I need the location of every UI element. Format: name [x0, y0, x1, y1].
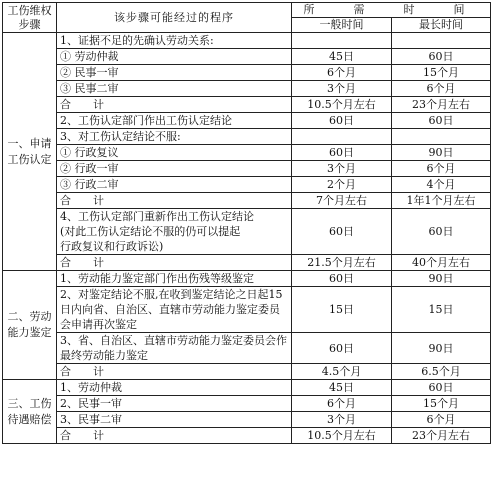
s2-row2-gen: 60日: [292, 333, 392, 364]
s1b3-max2: 6个月: [392, 161, 491, 177]
s1b3-line1: ① 行政复议: [57, 145, 292, 161]
s3-row1-text: 2、民事一审: [57, 396, 292, 412]
s1b4-line2: 行政复议和行政诉讼): [60, 240, 164, 253]
s1b4-line1: (对此工伤认定结论不服的仍可以提起: [60, 225, 241, 238]
s2-row3-max: 6.5个月: [392, 364, 491, 380]
s3-row2-max: 6个月: [392, 412, 491, 428]
s1b1-max3: 6个月: [392, 81, 491, 97]
s1b3-line4: 合 计: [57, 193, 292, 209]
s1b1-line2: ② 民事一审: [57, 65, 292, 81]
s1b1-gen3: 3个月: [292, 81, 392, 97]
s1b3-gen0: [292, 129, 392, 145]
s3-row3-max: 23个月左右: [392, 428, 491, 444]
s1b2-max0: 60日: [392, 113, 491, 129]
s1b4-max: 60日: [392, 209, 491, 255]
s3-row1-max: 15个月: [392, 396, 491, 412]
s1b1-gen0: [292, 33, 392, 49]
s1b1-max2: 15个月: [392, 65, 491, 81]
s3-row1-gen: 6个月: [292, 396, 392, 412]
header-stage: 工伤维权步骤: [3, 3, 57, 33]
s1b3-line0: 3、对工伤认定结论不服:: [57, 129, 292, 145]
s2-row0-max: 90日: [392, 271, 491, 287]
s1b1-gen1: 45日: [292, 49, 392, 65]
s3-row0-gen: 45日: [292, 380, 392, 396]
s1b1-line4: 合 计: [57, 97, 292, 113]
s1b1-line3: ③ 民事二审: [57, 81, 292, 97]
header-max: 最长时间: [392, 18, 491, 33]
s1b1-gen2: 6个月: [292, 65, 392, 81]
s1b3-line2: ② 行政一审: [57, 161, 292, 177]
time-table-document: [2, 2, 490, 493]
s1b3-max3: 4个月: [392, 177, 491, 193]
s3-row0-text: 1、劳动仲裁: [57, 380, 292, 396]
s1b1-max0: [392, 33, 491, 49]
s1b4-gen: 60日: [292, 209, 392, 255]
stage1-total-label: 合 计: [57, 255, 292, 271]
s1b2-line0: 2、工伤认定部门作出工伤认定结论: [57, 113, 292, 129]
s1b1-max1: 60日: [392, 49, 491, 65]
header-time: 所 需 时 间: [292, 3, 491, 18]
s1b1-gen4: 10.5个月左右: [292, 97, 392, 113]
s3-row3-gen: 10.5个月左右: [292, 428, 392, 444]
s2-row0-gen: 60日: [292, 271, 392, 287]
s1b3-max4: 1年1个月左右: [392, 193, 491, 209]
s1b1-line1: ① 劳动仲裁: [57, 49, 292, 65]
s2-row1-max: 15日: [392, 287, 491, 333]
stage2-label: 二、劳动能力鉴定: [3, 271, 57, 380]
s2-row1-text: 2、对鉴定结论不服,在收到鉴定结论之日起15日内向省、自治区、直辖市劳动能力鉴定委员会申请再次鉴定: [57, 287, 292, 333]
s1b3-max1: 90日: [392, 145, 491, 161]
s1b3-gen3: 2个月: [292, 177, 392, 193]
s2-row2-max: 90日: [392, 333, 491, 364]
stage1-total-max: 40个月左右: [392, 255, 491, 271]
s2-row3-gen: 4.5个月: [292, 364, 392, 380]
s1b3-gen2: 3个月: [292, 161, 392, 177]
s2-row0-text: 1、劳动能力鉴定部门作出伤残等级鉴定: [57, 271, 292, 287]
s1b4-line0: 4、工伤认定部门重新作出工伤认定结论: [60, 210, 254, 223]
header-procedure: 该步骤可能经过的程序: [57, 3, 292, 33]
s3-row2-text: 3、民事二审: [57, 412, 292, 428]
s3-row3-text: 合 计: [57, 428, 292, 444]
stage1-label: 一、申请工伤认定: [3, 33, 57, 271]
stage1-total-general: 21.5个月左右: [292, 255, 392, 271]
s1b1-max4: 23个月左右: [392, 97, 491, 113]
work-injury-time-table: [2, 2, 491, 444]
s1b2-gen0: 60日: [292, 113, 392, 129]
s1b3-line3: ③ 行政二审: [57, 177, 292, 193]
s1b4-text: [57, 209, 292, 255]
s3-row2-gen: 3个月: [292, 412, 392, 428]
s1b1-line0: 1、证据不足的先确认劳动关系:: [57, 33, 292, 49]
s2-row3-text: 合 计: [57, 364, 292, 380]
s1b3-max0: [392, 129, 491, 145]
s2-row1-gen: 15日: [292, 287, 392, 333]
stage3-label: 三、工伤待遇赔偿: [3, 380, 57, 444]
s1b3-gen1: 60日: [292, 145, 392, 161]
header-general: 一般时间: [292, 18, 392, 33]
s3-row0-max: 60日: [392, 380, 491, 396]
s1b3-gen4: 7个月左右: [292, 193, 392, 209]
s2-row2-text: 3、省、自治区、直辖市劳动能力鉴定委员会作最终劳动能力鉴定: [57, 333, 292, 364]
